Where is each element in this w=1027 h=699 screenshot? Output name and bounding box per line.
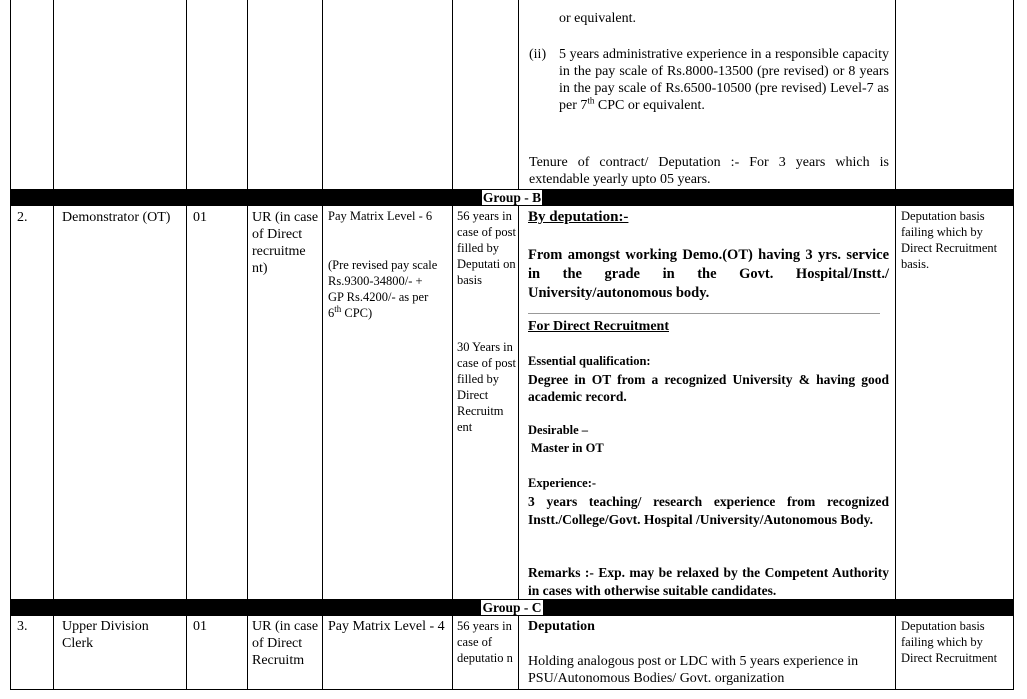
col-divider [186, 0, 187, 690]
row3-deputation-text: Holding analogous post or LDC with 5 years experience in PSU/Autonomous Bodies/ Govt. organization [528, 654, 859, 686]
row2-num-posts: 01 [193, 210, 207, 225]
row2-pay-level: Pay Matrix Level - 6 [328, 209, 433, 223]
tenure-text: Tenure of contract/ Deputation :- For 3 years which is extendable yearly upto 05 years. [529, 155, 889, 187]
col-divider [895, 0, 896, 690]
item-ii-text-main: 5 years administrative experience in a responsible capacity in the pay scale of Rs.8000-13500 (pre revised) or 8 years in the pay scale of Rs.6500-10500 (pre revised) Level-7 as per 7 [559, 47, 889, 113]
row3-num-posts: 01 [193, 619, 207, 634]
group-c-text: Group - C [482, 600, 542, 615]
row2-by-deputation-heading: By deputation:- [528, 209, 629, 225]
recruitment-table [10, 0, 1014, 690]
col-divider [247, 0, 248, 690]
row2-age-deputation: 56 years in case of post filled by Deputati on basis [457, 209, 517, 287]
row2-category: UR (in case of Direct recruitme nt) [252, 210, 319, 276]
row2-experience-text: 3 years teaching/ research experience from recognized Instt./College/Govt. Hospital /University/Autonomous Body. [528, 494, 889, 527]
col-divider [322, 0, 323, 690]
row2-deputation-text: From amongst working Demo.(OT) having 3 yrs. service in the grade in the Govt. Hospital/Instt./ University/autonomous body. [528, 247, 889, 301]
row3-post-name: Upper Division Clerk [62, 619, 149, 651]
row2-desirable-text: Master in OT [531, 441, 604, 455]
row3-age: 56 years in case of deputatio n [457, 619, 513, 665]
row2-desirable-heading: Desirable – [528, 423, 589, 437]
col-divider [518, 0, 519, 690]
row3-category: UR (in case of Direct Recruitm [252, 619, 319, 668]
item-ii-text-tail: CPC or equivalent. [594, 98, 705, 113]
col-divider [53, 0, 54, 690]
row2-essential-heading: Essential qualification: [528, 354, 651, 368]
row2-essential-text: Degree in OT from a recognized University & having good academic record. [528, 372, 889, 404]
group-b-bar [11, 189, 1013, 206]
row3-deputation-heading: Deputation [528, 619, 595, 634]
row2-remarks: Remarks :- Exp. may be relaxed by the Competent Authority in cases with otherwise suitable candidates. [528, 565, 889, 598]
group-b-label [11, 190, 1013, 205]
row3-sno: 3. [17, 619, 28, 634]
col-divider [452, 0, 453, 690]
row2-method: Deputation basis failing which by Direct Recruitment basis. [901, 209, 998, 271]
superscript: th [587, 95, 595, 106]
superscript: th [334, 303, 342, 314]
row2-pay-prerevised-tail: CPC) [341, 306, 373, 320]
row3-pay-level: Pay Matrix Level - 4 [328, 619, 445, 634]
row2-experience-heading: Experience:- [528, 476, 597, 490]
row2-pay-prerevised-main: (Pre revised pay scale Rs.9300-34800/- + GP Rs.4200/- as per 6 [328, 258, 438, 320]
group-c-label [11, 600, 1013, 615]
row3-method: Deputation basis failing which by Direct Recruitment [901, 619, 998, 665]
group-c-bar [11, 599, 1013, 616]
item-ii-text [559, 46, 889, 114]
row2-direct-recruitment-heading: For Direct Recruitment [528, 319, 669, 334]
group-b-text: Group - B [482, 190, 542, 205]
row2-age-direct: 30 Years in case of post filled by Direct Recruitm ent [457, 340, 517, 434]
row2-post-name: Demonstrator (OT) [62, 210, 171, 225]
row2-pay-prerevised [328, 257, 438, 321]
row2-separator [528, 313, 880, 314]
item-ii-number: (ii) [529, 47, 547, 62]
row2-sno: 2. [17, 210, 28, 225]
top-or-equivalent: or equivalent. [559, 11, 636, 26]
